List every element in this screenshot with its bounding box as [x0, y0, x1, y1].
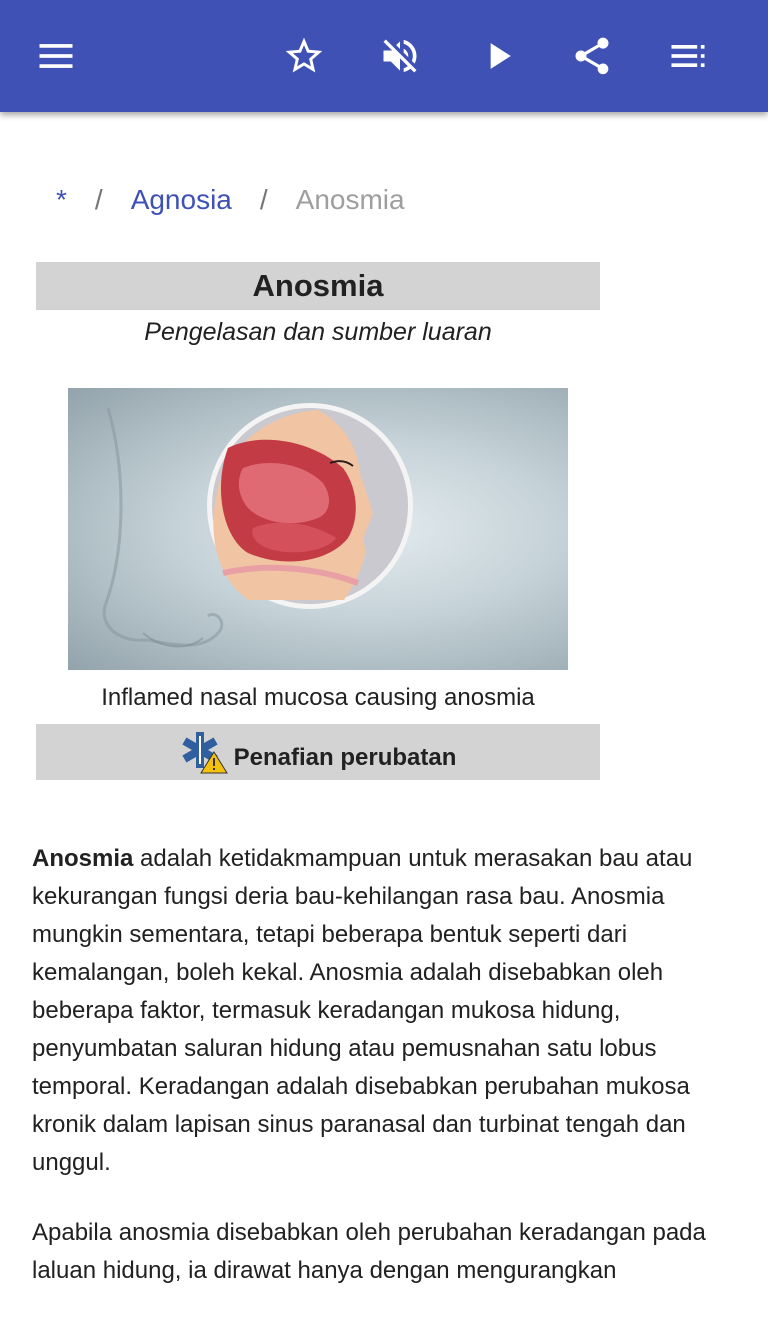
mute-button[interactable] [372, 28, 428, 84]
breadcrumb-root-link[interactable]: * [56, 184, 67, 215]
nasal-anatomy-illustration [68, 388, 568, 670]
app-toolbar [0, 0, 768, 112]
menu-icon [34, 34, 78, 78]
article-paragraph: Apabila anosmia disebabkan oleh perubahan keradangan pada laluan hidung, ia dirawat hanya dengan mengurangkan [32, 1219, 706, 1284]
breadcrumb [56, 180, 405, 220]
article-paragraph-text: adalah ketidakmampuan untuk merasakan bau atau kekurangan fungsi deria bau-kehilangan rasa bau. Anosmia mungkin sementara, tetapi beberapa bentuk seperti dari kemalangan, boleh kekal. Anosmia adalah disebabkan oleh beberapa faktor, termasuk keradangan mukosa hidung, penyumbatan saluran hidung atau pemusnahan satu lobus temporal. Keradangan adalah disebabkan perubahan mukosa kronik dalam lapisan sinus paranasal dan turbinat tengah dan unggul. [32, 845, 693, 1176]
infobox-title: Anosmia [36, 262, 600, 310]
breadcrumb-separator: / [259, 184, 268, 215]
menu-button[interactable] [28, 28, 84, 84]
article-body [32, 840, 736, 1322]
star-of-life-warning-icon [180, 730, 228, 774]
infobox [36, 262, 600, 771]
bookmark-button[interactable] [276, 28, 332, 84]
breadcrumb-parent-link[interactable]: Agnosia [130, 184, 232, 215]
image-caption: Inflamed nasal mucosa causing anosmia [101, 684, 535, 711]
share-button[interactable] [564, 28, 620, 84]
breadcrumb-separator: / [94, 184, 103, 215]
share-icon [570, 34, 614, 78]
star-outline-icon [282, 34, 326, 78]
infobox-subtitle: Pengelasan dan sumber luaran [144, 318, 492, 346]
contents-button[interactable] [660, 28, 716, 84]
infobox-image[interactable] [68, 388, 568, 670]
play-button[interactable] [470, 28, 526, 84]
volume-off-icon [378, 34, 422, 78]
play-icon [476, 34, 520, 78]
medical-disclaimer-link[interactable] [36, 724, 600, 780]
article-term: Anosmia [32, 845, 134, 872]
article-paragraph [32, 840, 736, 1182]
medical-disclaimer-label: Penafian perubatan [233, 744, 457, 771]
playlist-icon [666, 34, 710, 78]
breadcrumb-current: Anosmia [295, 184, 405, 215]
